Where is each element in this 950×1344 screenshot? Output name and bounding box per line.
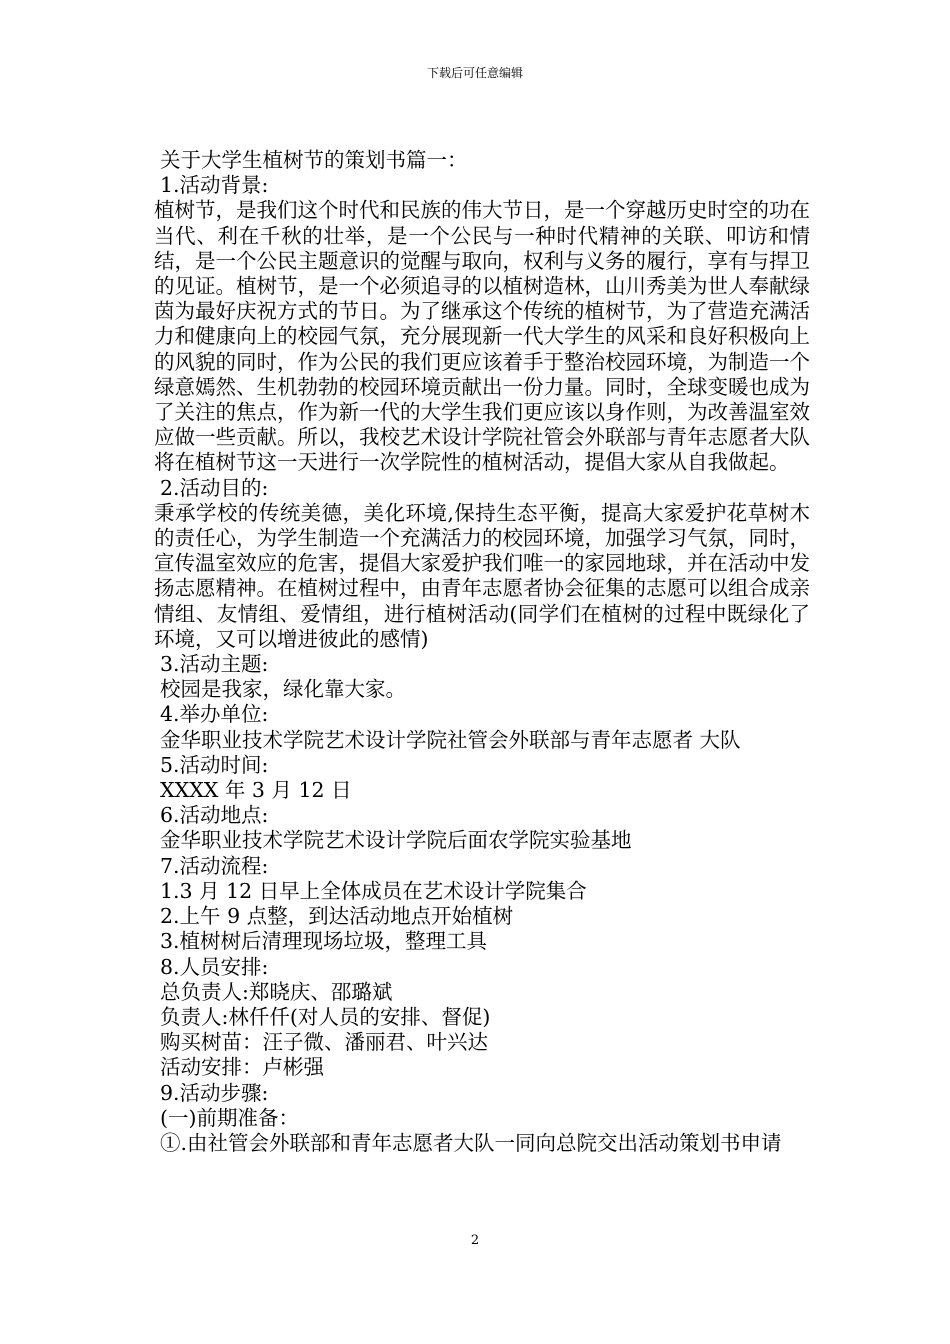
process-step-3: 3.植树树后清理现场垃圾，整理工具 <box>160 929 488 954</box>
paragraph-organizer: 金华职业技术学院艺术设计学院社管会外联部与青年志愿者 大队 <box>160 727 741 752</box>
section-heading-theme: 3.活动主题: <box>160 652 269 677</box>
section-heading-process: 7.活动流程: <box>160 853 269 878</box>
staff-line-lead: 负责人:林仟仟(对人员的安排、督促) <box>160 1004 491 1029</box>
section-heading-location: 6.活动地点: <box>160 803 269 828</box>
paragraph-purpose: 秉承学校的传统美德，美化环境,保持生态平衡，提高大家爱护花草树木的责任心，为学生制造一个充满活力的校园环境，加强学习气氛，同时，宣传温室效应的危害，提倡大家爱护我们唯一的家园地球，并在活动中发扬志愿精神。在植树过程中，由青年志愿者协会征集的志愿可以组合成亲情组、友情组、爱情组，进行植树活动(同学们在植树的过程中既绿化了环境，又可以增进彼此的感情) <box>154 500 810 651</box>
paragraph-background: 植树节，是我们这个时代和民族的伟大节日，是一个穿越历史时空的功在当代、利在千秋的壮举，是一个公民与一种时代精神的关联、叩访和情结，是一个公民主题意识的觉醒与取向，权利与义务的履行，享有与捍卫的见证。植树节，是一个必须追寻的以植树造林，山川秀美为世人奉献绿茵为最好庆祝方式的节日。为了继承这个传统的植树节，为了营造充满活力和健康向上的校园气氛，充分展现新一代大学生的风采和良好积极向上的风貌的同时，作为公民的我们更应该着手于整治校园环境，为制造一个绿意嫣然、生机勃勃的校园环境贡献出一份力量。同时，全球变暖也成为了关注的焦点，作为新一代的大学生我们更应该以身作则，为改善温室效应做一些贡献。所以，我校艺术设计学院社管会外联部与青年志愿者大队将在植树节这一天进行一次学院性的植树活动，提倡大家从自我做起。 <box>154 198 810 475</box>
paragraph-location: 金华职业技术学院艺术设计学院后面农学院实验基地 <box>160 828 632 853</box>
staff-line-chief: 总负责人:郑晓庆、邵璐斌 <box>160 979 393 1004</box>
process-step-1: 1.3 月 12 日早上全体成员在艺术设计学院集合 <box>160 878 587 903</box>
section-heading-background: 1.活动背景: <box>160 173 269 198</box>
document-body <box>146 148 810 1156</box>
process-step-2: 2.上午 9 点整，到达活动地点开始植树 <box>160 904 514 929</box>
doc-title: 关于大学生植树节的策划书篇一： <box>160 148 468 172</box>
subsection-preparation: (一)前期准备： <box>160 1105 299 1130</box>
section-heading-staff: 8.人员安排: <box>160 954 269 979</box>
staff-line-saplings: 购买树苗：汪子微、潘丽君、叶兴达 <box>160 1030 488 1055</box>
section-heading-organizer: 4.举办单位: <box>160 702 269 727</box>
section-heading-steps: 9.活动步骤: <box>160 1080 269 1105</box>
paragraph-time: XXXX 年 3 月 12 日 <box>160 778 352 803</box>
page-number: 2 <box>470 1233 480 1248</box>
page-header: 下载后可任意编辑 <box>426 66 523 80</box>
section-heading-purpose: 2.活动目的: <box>160 475 269 500</box>
preparation-item-1: ①.由社管会外联部和青年志愿者大队一同向总院交出活动策划书申请 <box>160 1130 782 1155</box>
staff-line-activity: 活动安排：卢彬强 <box>160 1055 324 1080</box>
section-heading-time: 5.活动时间: <box>160 752 269 777</box>
paragraph-theme: 校园是我家，绿化靠大家。 <box>160 677 406 702</box>
